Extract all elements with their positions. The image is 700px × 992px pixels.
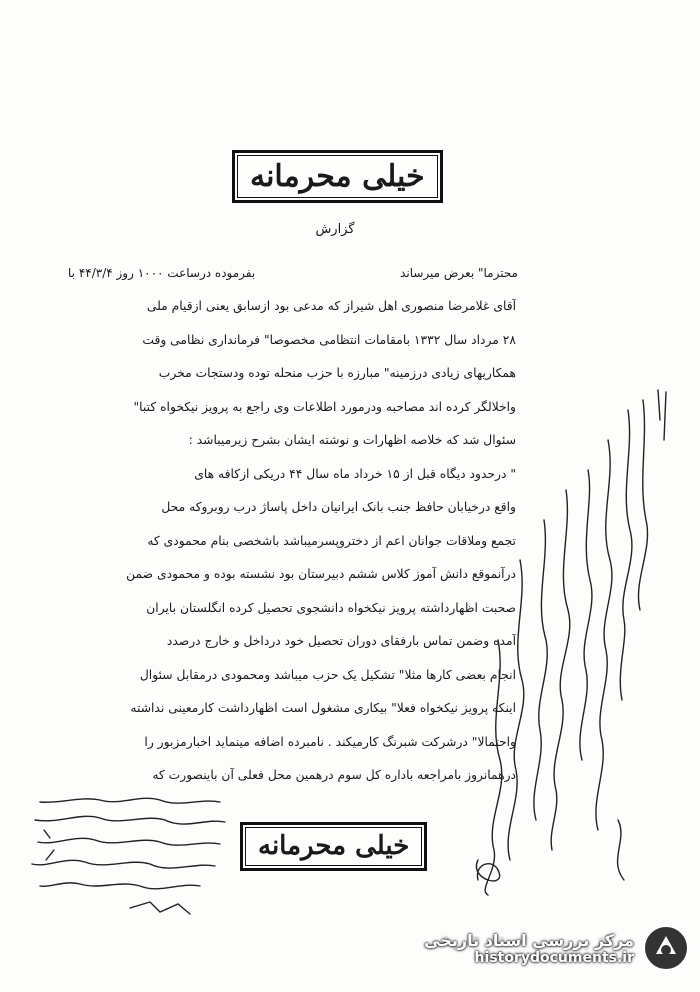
archive-logo-icon	[642, 924, 690, 972]
archive-watermark	[400, 918, 690, 978]
classification-stamp-top	[232, 150, 443, 203]
body-line: اینکه پرویز نیکخواه فعلا" بیکاری مشغول است اظهارداشت کارمعینی نداشته	[130, 701, 516, 715]
body-line: سئوال شد که خلاصه اظهارات و نوشته ایشان بشرح زیرمیباشد :	[188, 433, 516, 447]
handwritten-margin-notes	[448, 380, 698, 900]
header-line	[68, 266, 518, 280]
body-line: تجمع وملاقات جوانان اعم از دختروپسرمیباشد باشخصی بنام محمودی که	[147, 533, 516, 548]
classification-stamp-bottom	[240, 822, 427, 871]
body-line: " درحدود دیگاه قبل از ۱۵ خرداد ماه سال ۴۴ دریکی ازکافه های	[194, 466, 516, 481]
stamp-top-text: خیلی محرمانه	[237, 155, 438, 198]
body-line: واحتمالا" درشرکت شبرنگ کارمیکند . نامبرده اضافه مینماید اخبارمزبور را	[144, 734, 516, 749]
body-line: درهمانروز بامراجعه باداره کل سوم درهمین محل فعلی آن باینصورت که	[152, 768, 516, 782]
header-right-text: محترما" بعرض میرساند	[400, 266, 518, 280]
body-line: آقای غلامرضا منصوری اهل شیراز که مدعی بود ازسابق یعنی ازقیام ملی	[146, 299, 516, 313]
body-line: ۲۸ مرداد سال ۱۳۳۲ بامقامات انتظامی مخصوصا" فرمانداری نظامی وقت	[142, 332, 516, 347]
watermark-text	[424, 931, 634, 966]
body-line: درآنموقع دانش آموز کلاس ششم دبیرستان بود نشسته بوده و محمودی ضمن	[126, 567, 516, 581]
stamp-bottom-text: خیلی محرمانه	[245, 827, 422, 866]
body-line: واقع درخیابان حافظ جنب بانک ایرانیان داخل پاساژ درب روبروکه محل	[161, 500, 516, 514]
body-line: انجام بعضی کارها مثلا" تشکیل یک حزب میباشد ومحمودی درمقابل سئوال	[139, 667, 516, 682]
body-line: واخلالگر کرده اند مصاحبه ودرمورد اطلاعات وی راجع به پرویز نیکخواه کتبا"	[133, 399, 516, 414]
body-line: همکاریهای زیادی درزمینه" مبارزه با حزب منحله توده ودستجات مخرب	[158, 366, 516, 380]
document-subtitle: گزارش	[315, 222, 355, 237]
watermark-url: historydocuments.ir	[474, 949, 634, 966]
watermark-title: مرکز بررسی اسناد تاریخی	[424, 930, 634, 950]
handwritten-signoff	[20, 790, 230, 930]
body-line: صحبت اظهارداشته پرویز نیکخواه دانشجوی تحصیل کرده انگلستان بایران	[146, 600, 516, 615]
body-line: آمده وضمن تماس بارفقای دوران تحصیل خود درداخل و خارج درصدد	[166, 634, 516, 648]
header-left-text: بفرموده درساعت ۱۰۰۰ روز ۴۴/۳/۴ با	[68, 266, 256, 280]
